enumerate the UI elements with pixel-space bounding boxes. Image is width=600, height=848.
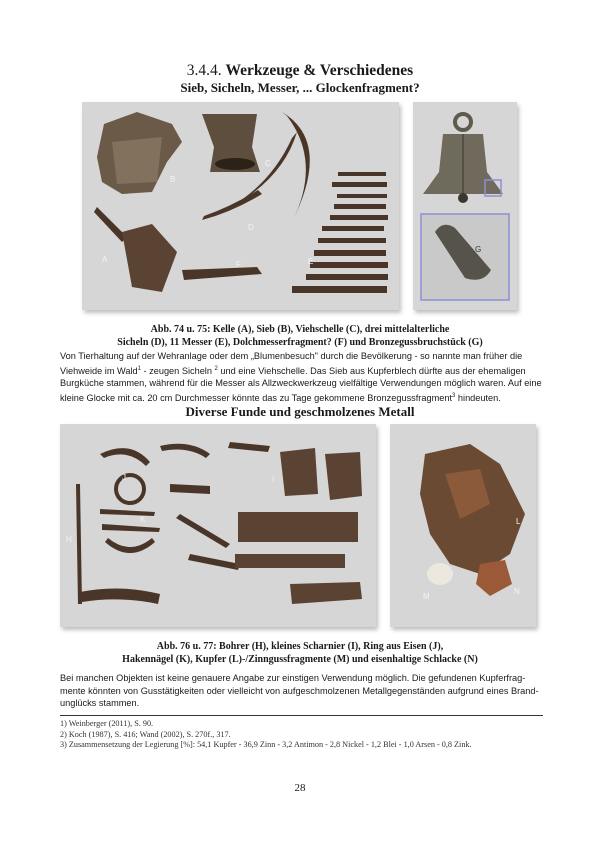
figure-label-a: A bbox=[102, 255, 108, 264]
text-segment: hindeuten. bbox=[455, 392, 501, 403]
footnotes bbox=[60, 719, 540, 751]
figure-label-m: M bbox=[423, 592, 430, 601]
paragraph-2 bbox=[60, 672, 542, 710]
figure-label-n: N bbox=[514, 587, 520, 596]
figure-74-75-caption bbox=[60, 323, 540, 349]
page-number: 28 bbox=[294, 782, 306, 794]
section-heading: Diverse Funde und geschmolzenes Metall bbox=[185, 404, 415, 419]
paragraph-1 bbox=[60, 350, 542, 405]
footnote: 1) Weinberger (2011), S. 90. bbox=[60, 719, 154, 728]
caption-line: Sicheln (D), 11 Messer (E), Dolchmesserfragment? (F) und Bronzegussbruchstück (G) bbox=[117, 337, 483, 348]
figure-77-photo bbox=[390, 424, 536, 627]
figure-label-l: L bbox=[516, 517, 521, 526]
paragraph-line: unglücks stammen. bbox=[60, 698, 140, 709]
figure-75-photo bbox=[413, 102, 517, 310]
paragraph-line bbox=[60, 363, 542, 378]
paragraph-line: Burgküche stammen, während für die Messer als Allzweckwerkzeug vielfältige Verwendungen möglich waren. Auf eine bbox=[60, 378, 542, 389]
figure-76-photo bbox=[60, 424, 376, 627]
figure-74-photo bbox=[82, 102, 399, 310]
figure-label-k: K bbox=[140, 515, 146, 524]
paragraph-line: Bei manchen Objekten ist keine genauere Angabe zur einstigen Verwendung möglich. Die gefundenen Kupferfrag- bbox=[60, 673, 526, 683]
footnote-ref: 2 bbox=[214, 365, 218, 372]
caption-line: Abb. 74 u. 75: Kelle (A), Sieb (B), Viehschelle (C), drei mittelalterliche bbox=[150, 324, 450, 335]
section-title bbox=[0, 62, 600, 80]
section-title-text: Werkzeuge & Verschiedenes bbox=[225, 62, 414, 79]
figure-label-c: C bbox=[265, 159, 271, 168]
figure-label-j: J bbox=[122, 473, 126, 482]
text-segment: - zeugen Sicheln bbox=[140, 365, 215, 376]
paragraph-line: mente könnten von Gusstätigkeiten oder vielleicht von aufgeschmolzenen Metallgegenständen aufgrund eines Brand- bbox=[60, 685, 539, 696]
figure-label-g: G bbox=[475, 245, 482, 254]
footnote-ref: 1 bbox=[137, 365, 141, 372]
figure-label-b: B bbox=[170, 175, 176, 184]
text-segment: kleine Glocke mit ca. 20 cm Durchmesser könnte das zu Tage gekommene Bronzegussfragment bbox=[60, 392, 453, 403]
figure-76-77-caption bbox=[60, 640, 540, 666]
caption-line: Hakennägel (K), Kupfer (L)-/Zinngussfragmente (M) und eisenhaltige Schlacke (N) bbox=[122, 654, 478, 665]
section-subtitle: Sieb, Sicheln, Messer, ... Glockenfragment? bbox=[180, 80, 420, 95]
figure-label-e: E bbox=[308, 257, 314, 266]
footnote: 2) Koch (1987), S. 416; Wand (2002), S. 270f., 317. bbox=[60, 729, 231, 739]
paragraph-line: Von Tierhaltung auf der Wehranlage oder dem „Blumenbesuch" durch die Bevölkerung - so nannte man früher die bbox=[60, 351, 523, 361]
figure-label-h: H bbox=[66, 535, 72, 544]
paragraph-line bbox=[60, 390, 542, 405]
footnote-ref: 3 bbox=[452, 392, 456, 399]
text-segment: Viehweide im Wald bbox=[60, 365, 138, 376]
footnote: 3) Zusammensetzung der Legierung [%]: 54,1 Kupfer - 36,9 Zinn - 3,2 Antimon - 2,8 Nickel - 1,2 Blei - 1,0 Arsen - 0,8 Zink. bbox=[60, 740, 472, 749]
figure-label-d: D bbox=[248, 223, 254, 232]
text-segment: und eine Viehschelle. Das Sieb aus Kupferblech dürfte aus der ehemaligen bbox=[217, 365, 526, 376]
caption-line: Abb. 76 u. 77: Bohrer (H), kleines Scharnier (I), Ring aus Eisen (J), bbox=[156, 641, 444, 652]
figure-label-i: I bbox=[272, 475, 275, 484]
footnote-divider bbox=[60, 715, 543, 716]
figure-label-f: F bbox=[236, 260, 241, 269]
section-number: 3.4.4. bbox=[186, 62, 222, 79]
